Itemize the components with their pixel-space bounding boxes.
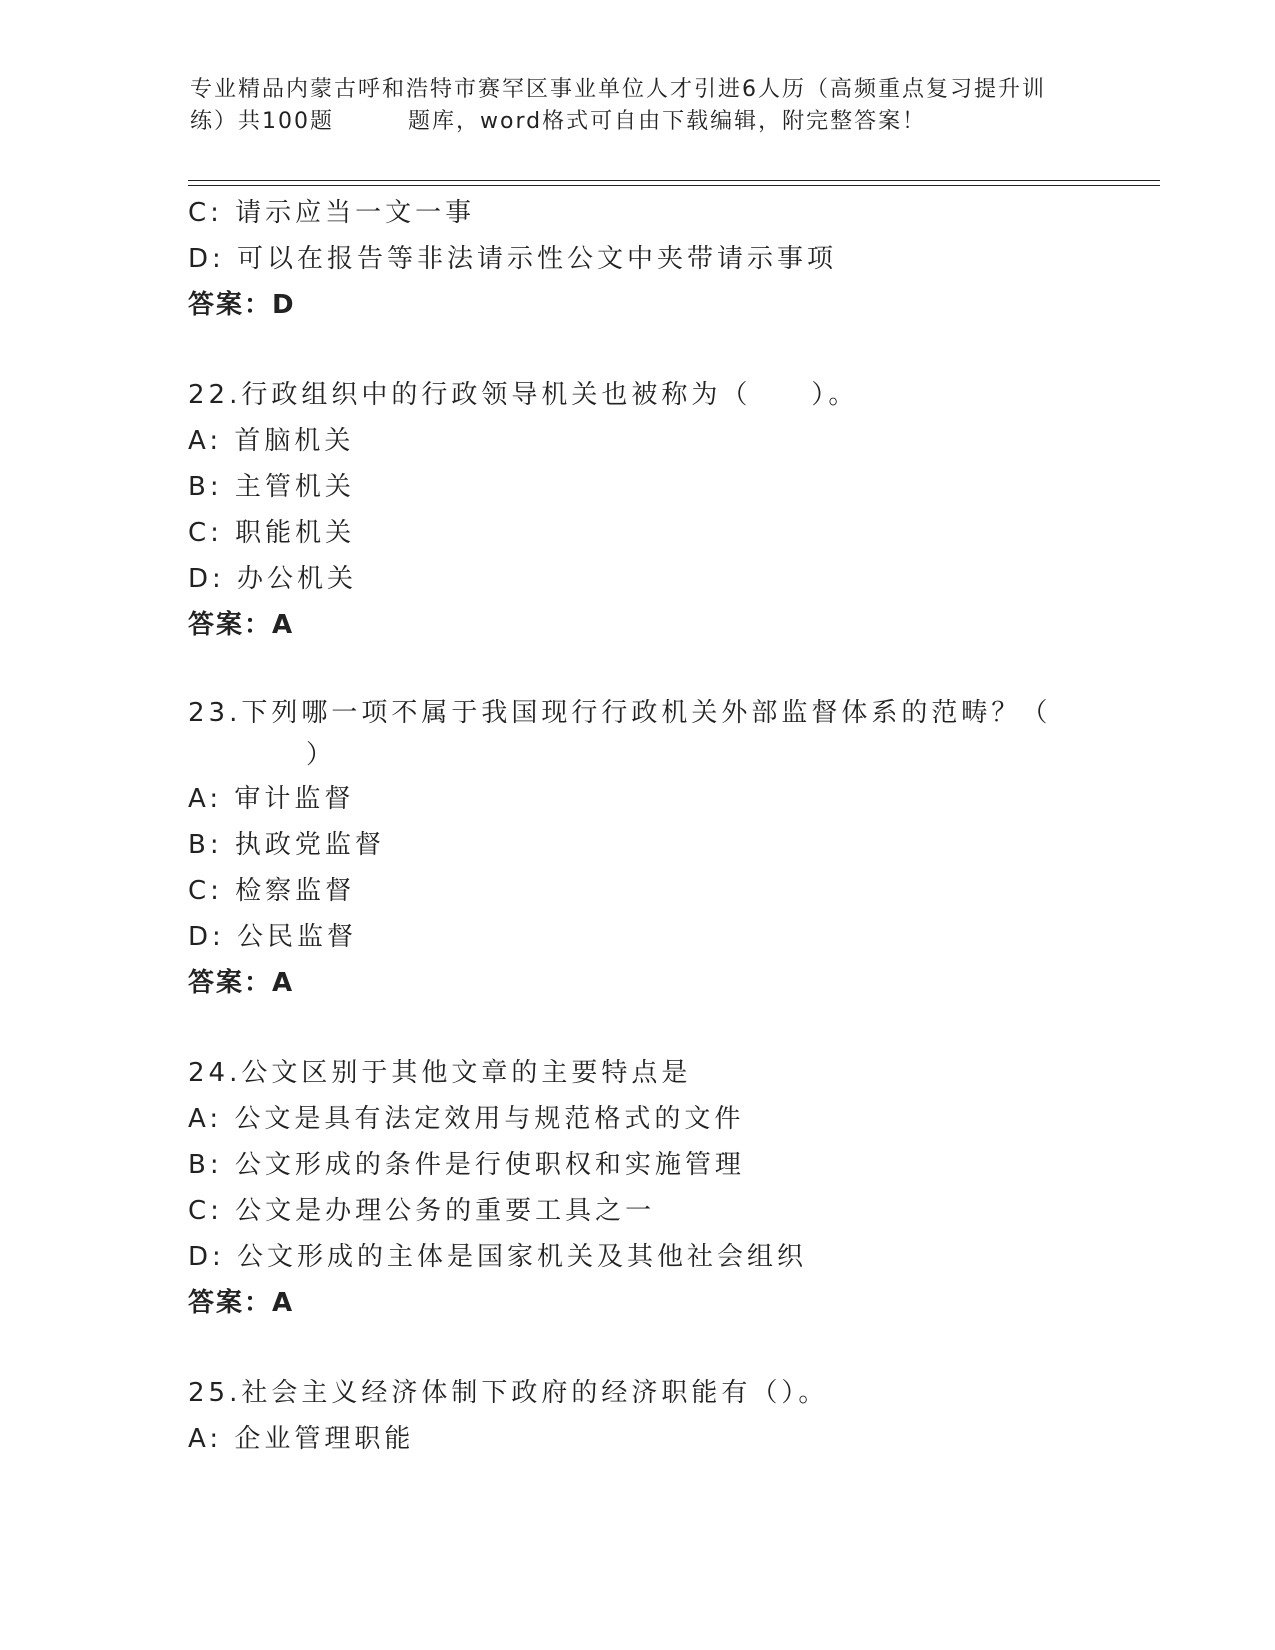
question-24 bbox=[188, 1050, 1068, 1326]
question-spacer bbox=[188, 328, 1068, 372]
answer: 答案：D bbox=[188, 290, 296, 320]
question-23 bbox=[188, 692, 1068, 1006]
option-d: D: 可以在报告等非法请示性公文中夹带请示事项 bbox=[188, 244, 838, 274]
answer: 答案：A bbox=[188, 610, 295, 640]
header-title-line2-part2: 题库，word格式可自由下载编辑，附完整答案！ bbox=[408, 109, 927, 134]
question-stem: 24.公文区别于其他文章的主要特点是 bbox=[188, 1058, 692, 1088]
option-c: C: 请示应当一文一事 bbox=[188, 198, 476, 228]
question-25 bbox=[188, 1370, 1068, 1462]
option-a: A: 公文是具有法定效用与规范格式的文件 bbox=[188, 1104, 745, 1134]
option-d: D: 公民监督 bbox=[188, 922, 358, 952]
header-title-line1: 专业精品内蒙古呼和浩特市赛罕区事业单位人才引进6人历（高频重点复习提升训 bbox=[190, 77, 1046, 102]
question-stem: 25.社会主义经济体制下政府的经济职能有（）。 bbox=[188, 1378, 829, 1408]
option-d: D: 办公机关 bbox=[188, 564, 358, 594]
question-22 bbox=[188, 372, 1068, 648]
question-spacer bbox=[188, 648, 1068, 692]
header-rule-top bbox=[188, 180, 1160, 181]
header-title-line2-part1: 练）共100题 bbox=[190, 109, 334, 134]
page-header bbox=[190, 74, 1090, 138]
option-b: B: 执政党监督 bbox=[188, 830, 385, 860]
question-stem-line2: ） bbox=[306, 740, 337, 770]
option-d: D: 公文形成的主体是国家机关及其他社会组织 bbox=[188, 1242, 808, 1272]
header-title-line2 bbox=[190, 106, 1090, 138]
answer: 答案：A bbox=[188, 968, 295, 998]
option-c: C: 职能机关 bbox=[188, 518, 356, 548]
answer: 答案：A bbox=[188, 1288, 295, 1318]
question-stem: 22.行政组织中的行政领导机关也被称为（ ）。 bbox=[188, 380, 859, 410]
option-c: C: 检察监督 bbox=[188, 876, 356, 906]
option-a: A: 企业管理职能 bbox=[188, 1424, 415, 1454]
option-b: B: 主管机关 bbox=[188, 472, 355, 502]
question-list bbox=[188, 190, 1068, 1462]
question-spacer bbox=[188, 1326, 1068, 1370]
option-a: A: 首脑机关 bbox=[188, 426, 355, 456]
option-c: C: 公文是办理公务的重要工具之一 bbox=[188, 1196, 656, 1226]
question-spacer bbox=[188, 1006, 1068, 1050]
question-stem-line1: 23.下列哪一项不属于我国现行行政机关外部监督体系的范畴？（ bbox=[188, 698, 1052, 728]
header-rule-bottom bbox=[188, 185, 1160, 186]
question-21-tail bbox=[188, 190, 1068, 328]
option-a: A: 审计监督 bbox=[188, 784, 355, 814]
option-b: B: 公文形成的条件是行使职权和实施管理 bbox=[188, 1150, 745, 1180]
